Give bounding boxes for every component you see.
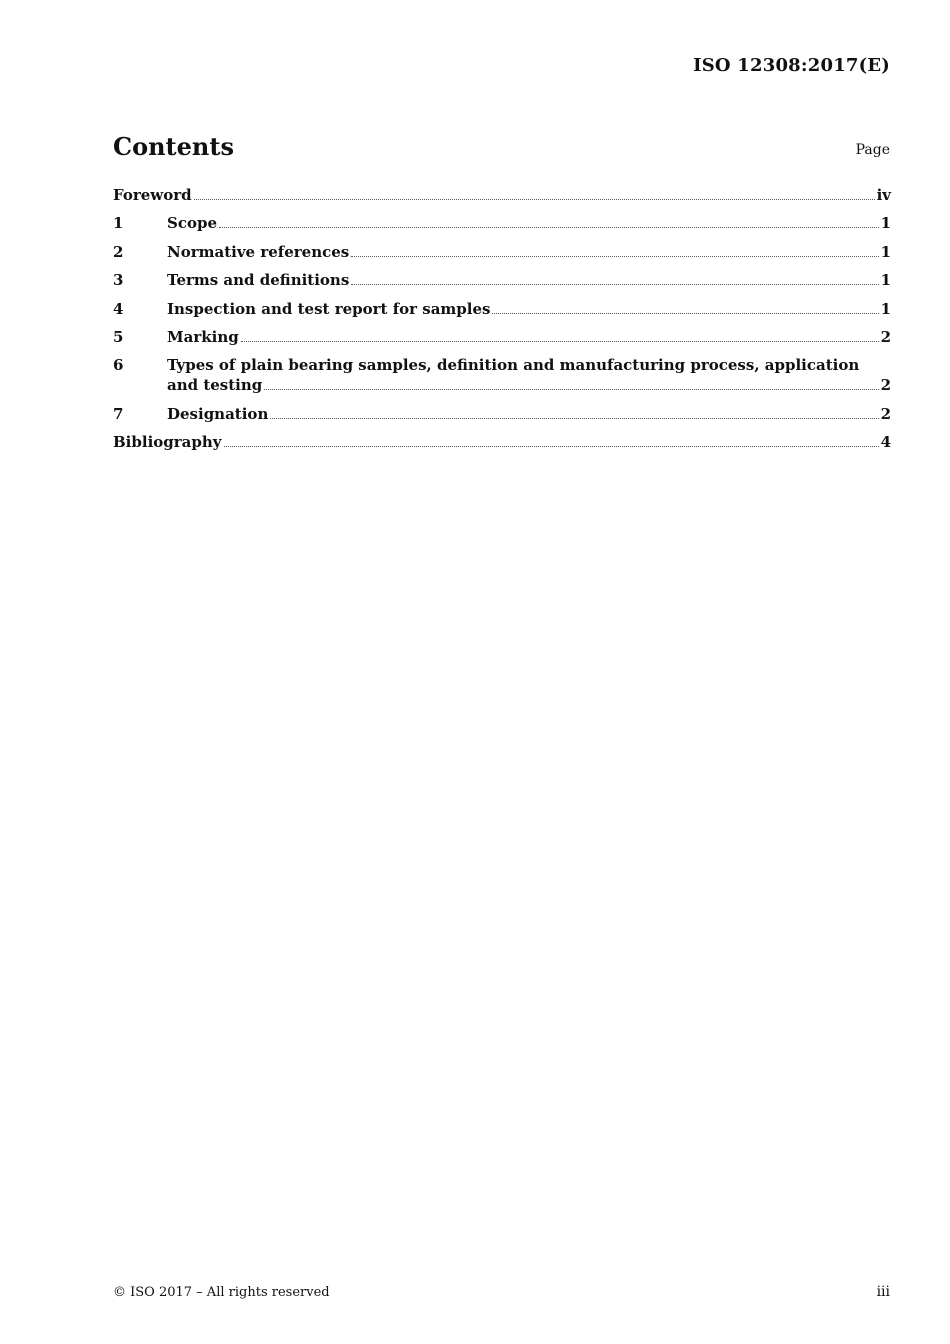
toc-leader (241, 341, 879, 342)
toc-page-number: 2 (880, 404, 891, 423)
toc-page-number: 4 (880, 433, 891, 452)
toc-title: Normative references (167, 242, 350, 261)
toc-title: Bibliography (113, 433, 222, 452)
toc-title-line-1: Types of plain bearing samples, definition and manufacturing process, application (167, 356, 860, 375)
toc-page-number: 1 (880, 271, 891, 290)
toc-clause-number: 3 (113, 271, 124, 290)
toc-entry-inspection-and-test-report[interactable] (113, 299, 891, 319)
toc-title-line-2: and testing (167, 376, 263, 395)
toc-title: Marking (167, 327, 239, 346)
toc-entry-scope[interactable] (113, 213, 891, 233)
footer-page-number: iii (876, 1284, 890, 1300)
toc-clause-number: 2 (113, 242, 124, 261)
toc-page-number: 1 (880, 299, 891, 318)
toc-entry-designation[interactable] (113, 404, 891, 424)
toc-leader (219, 227, 879, 228)
toc-page-number: 2 (880, 376, 891, 395)
toc-title: Terms and definitions (167, 271, 350, 290)
toc-leader (224, 446, 879, 447)
toc-leader (264, 389, 878, 390)
toc-page-number: iv (876, 186, 891, 204)
document-id: ISO 12308:2017(E) (693, 55, 890, 76)
footer-copyright: © ISO 2017 – All rights reserved (113, 1285, 330, 1300)
toc-clause-number: 4 (113, 299, 124, 318)
table-of-contents (113, 185, 891, 461)
toc-entry-marking[interactable] (113, 327, 891, 347)
toc-title: Foreword (113, 186, 192, 204)
toc-page-number: 1 (880, 214, 891, 233)
toc-leader (492, 313, 878, 314)
toc-clause-number: 6 (113, 356, 124, 375)
toc-leader (351, 284, 878, 285)
toc-entry-types-of-plain-bearing-samples[interactable] (113, 355, 891, 395)
toc-title: Scope (167, 214, 218, 233)
toc-leader (351, 256, 878, 257)
toc-entry-bibliography[interactable] (113, 432, 891, 452)
toc-entry-normative-references[interactable] (113, 242, 891, 262)
contents-heading: Contents (113, 132, 234, 161)
toc-leader (270, 418, 878, 419)
toc-clause-number: 5 (113, 327, 124, 346)
toc-entry-foreword[interactable] (113, 185, 891, 205)
page-column-label: Page (855, 142, 890, 158)
toc-page-number: 1 (880, 242, 891, 261)
toc-title: Designation (167, 404, 269, 423)
toc-clause-number: 7 (113, 404, 124, 423)
toc-page-number: 2 (880, 327, 891, 346)
toc-entry-terms-and-definitions[interactable] (113, 270, 891, 290)
toc-clause-number: 1 (113, 214, 124, 233)
toc-leader (194, 199, 875, 200)
toc-title: Inspection and test report for samples (167, 299, 491, 318)
